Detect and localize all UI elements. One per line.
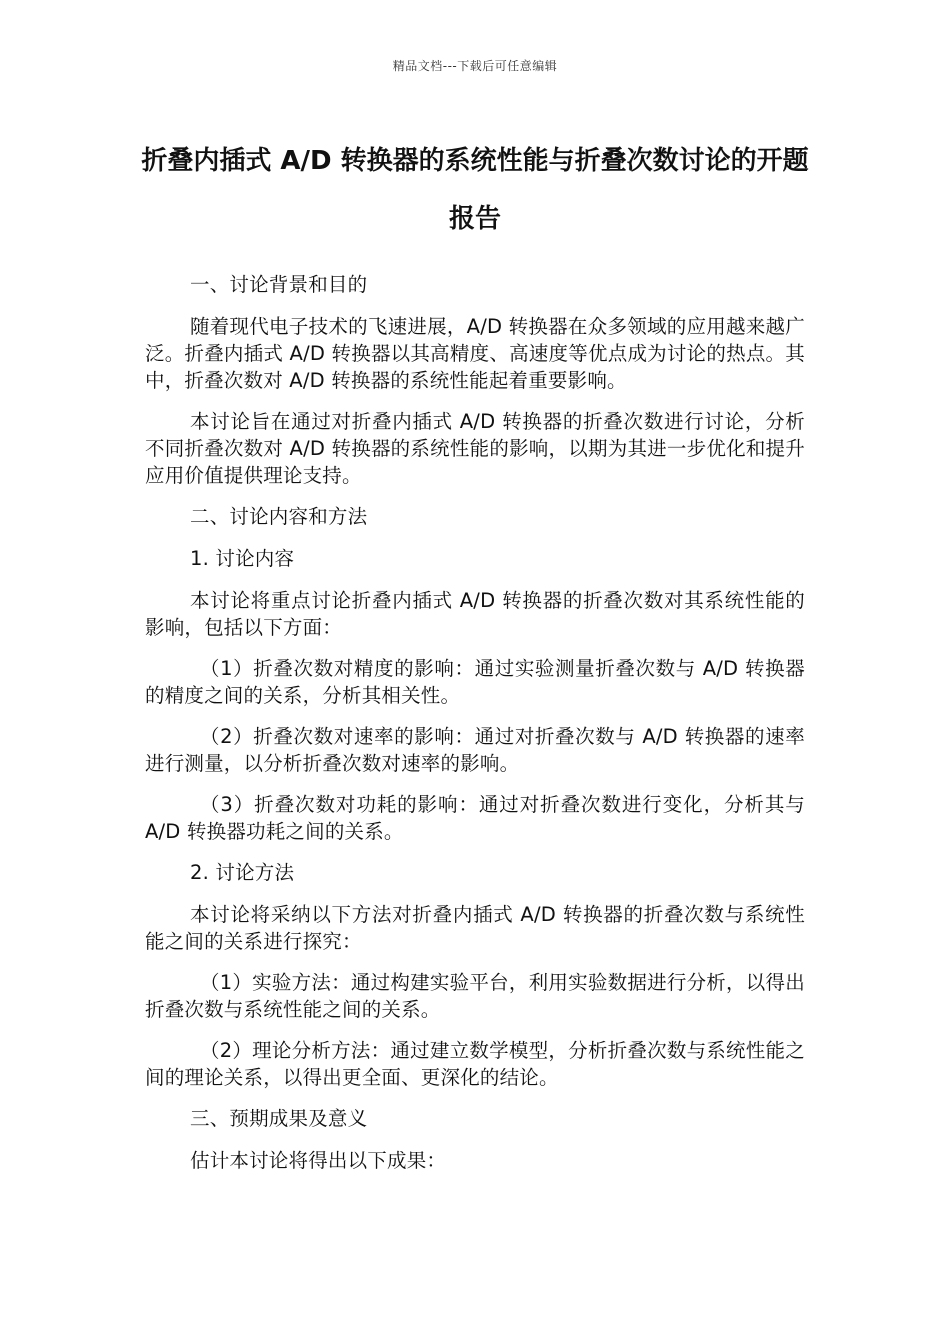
document-title: 折叠内插式 A/D 转换器的系统性能与折叠次数讨论的开题报告	[141, 146, 809, 234]
subheading-content: 1. 讨论内容	[190, 547, 295, 570]
list-item-theory: （2）理论分析方法：通过建立数学模型，分析折叠次数与系统性能之间的理论关系，以得出更全面、更深化的结论。	[145, 1039, 805, 1089]
section-heading-content-method: 二、讨论内容和方法	[190, 505, 368, 528]
list-item-speed: （2）折叠次数对速率的影响：通过对折叠次数与 A/D 转换器的速率进行测量，以分析折叠次数对速率的影响。	[145, 725, 805, 775]
paragraph-content-intro: 本讨论将重点讨论折叠内插式 A/D 转换器的折叠次数对其系统性能的影响，包括以下方面：	[145, 589, 805, 639]
paragraph-background: 随着现代电子技术的飞速进展，A/D 转换器在众多领域的应用越来越广泛。折叠内插式 A/D 转换器以其高精度、高速度等优点成为讨论的热点。其中，折叠次数对 A/D 转换器的系统性能起着重要影响。	[145, 315, 805, 392]
header-note: 精品文档---下载后可任意编辑	[392, 59, 558, 73]
section-heading-results: 三、预期成果及意义	[190, 1107, 368, 1130]
list-item-experiment: （1）实验方法：通过构建实验平台，利用实验数据进行分析，以得出折叠次数与系统性能之间的关系。	[145, 971, 805, 1021]
paragraph-purpose: 本讨论旨在通过对折叠内插式 A/D 转换器的折叠次数进行讨论，分析不同折叠次数对 A/D 转换器的系统性能的影响，以期为其进一步优化和提升应用价值提供理论支持。	[145, 410, 805, 487]
list-item-precision: （1）折叠次数对精度的影响：通过实验测量折叠次数与 A/D 转换器的精度之间的关系，分析其相关性。	[145, 657, 805, 707]
paragraph-results-intro: 估计本讨论将得出以下成果：	[190, 1149, 447, 1172]
list-item-power: （3）折叠次数对功耗的影响：通过对折叠次数进行变化，分析其与 A/D 转换器功耗之间的关系。	[145, 793, 805, 843]
paragraph-method-intro: 本讨论将采纳以下方法对折叠内插式 A/D 转换器的折叠次数与系统性能之间的关系进行探究：	[145, 903, 805, 953]
subheading-method: 2. 讨论方法	[190, 861, 295, 884]
section-heading-background: 一、讨论背景和目的	[190, 273, 368, 296]
document-body	[145, 271, 805, 1188]
